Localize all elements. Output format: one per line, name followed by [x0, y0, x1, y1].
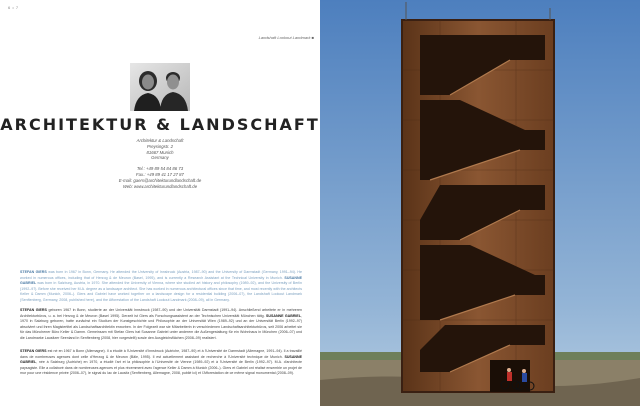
bio-name: SUSANNE GABRIEL — [20, 354, 303, 365]
contact-phone: Tel.: +49 89 54 84 86 73 — [136, 166, 184, 172]
address-line: Preysingstr. 2 — [146, 143, 174, 149]
bio-french — [20, 349, 302, 377]
bio-text: , 1970 in Salzburg geboren, hatte zunächst ein Studium der Kunstgeschichte und Philosophie an der Universität Wien (1989–92) und an der Universität Berlin (1992–97) absolviert und ihren Magistertitel als Landschaftsarchitektin erworben. In der Folgezeit war sie Mitarbeiterin in verschiedenen Landschaftsarchitekturbüros, seit 2006 arbeitet sie für das Münchener Büro Keller & Damm. Gemeinsam mit Stefan Giers hat Susanne Gabriel unter anderem die Außengestaltung für ein Wohnhaus in München (2006–07) und die Landmarke Lausitzer Seenland in Senftenberg (2008, hier vorgestellt) sowie den Ausgleichsflächen (2008–09) realisiert. — [20, 313, 303, 340]
bio-name: SUSANNE GABRIEL — [265, 313, 302, 318]
address-line: Germany — [151, 155, 169, 161]
contact-email: E-mail: gaers@architekturundlandschaft.de — [118, 177, 202, 183]
contact-fax: Fax.: +49 89 41 17 27 87 — [136, 171, 184, 177]
bio-name: SUSANNE GABRIEL — [20, 275, 302, 286]
address-line: 81667 Munich — [146, 149, 174, 155]
architects-portrait — [130, 63, 190, 111]
bio-german — [20, 308, 302, 342]
bio-name: STEFAN GIERS — [20, 308, 47, 312]
address-line: Architektur & Landschaft — [136, 138, 184, 143]
contact-web: Web: www.architekturundlandschaft.de — [122, 183, 198, 189]
bio-name: STEFAN GIERS — [20, 270, 47, 274]
bio-english — [20, 270, 302, 304]
project-header-tag: Landshaft Lookout Landmark ■ — [258, 35, 314, 40]
bio-name: STEFAN GIERS — [20, 349, 47, 353]
bio-text: geboren 1967 in Bonn, studierte an der Universität Innsbruck (1987–90) und der Universität Darmstadt (1991–94). Anschließend arbeitete er in mehreren Architekturbüros, u. a. bei Herzog & de Meuron (Basel 1995). Derzeit ist Giers als Forschungsassistent an der Technischen Universität München tätig. — [20, 308, 302, 318]
studio-title: ARCHITEKTUR & LANDSCHAFT — [0, 115, 320, 134]
page-number: 6 • 7 — [8, 5, 19, 10]
tower — [402, 20, 554, 392]
bio-text: was born in Salzburg, Austria, in 1970. She attended the University of Vienna, where she studied art history and philosophy (1989–92), and the University of Berlin (1992–97). Before she received her M.A. degree as a landscape architect. She has worked in numerous architectural offices since that time, and most recently with the architects Keller & Damm (Munich, 2006–). Giers and Gabriel have worked together on a landscape design for a residential building (2006–07), the Landshaft Lookout Landmark (Senftenberg, Germany, 2008, published here), and the Afforestation of the Landshaft Lookout Landmark (2008–09), all in Germany. — [20, 281, 302, 302]
bio-text: est né en 1967 à Bonn (Allemagne). Il a étudié à l'Université d'Innsbruck (Autriche, 1987–90) et à l'Université de Darmstadt (Allemagne, 1991–94). Il a travaillé dans de nombreuses agences dont celle d'Herzog & de Meuron (Bâle, 1995). Il est actuellement assistant de recherche à l'Université technique de Munich. — [20, 349, 302, 359]
bio-text: , née à Salzburg (Autriche) en 1970, a étudié l'art et la philosophie à l'Université de Vienne (1989–92) et à l'Université de Berlin (1992–97). M.A. d'architecte paysagiste. Elle a collaboré dans de nombreuses agences et plus récemment avec l'agence Keller & Damm à Munich (2006–). Giers et Gabriel ont réalisé ensemble un projet de mur pour une résidence privée (2006–07), le signal du lac de Lausitz (Senftenberg, Allemagne, 2008, publié ici) et l'Afforestation de ce même signal monumental (2008–09). — [20, 360, 302, 376]
tower-photograph — [320, 0, 640, 406]
studio-address — [0, 138, 320, 189]
bio-text: was born in 1967 in Bonn, Germany. He attended the University of Innsbruck (Austria, 1987–90) and the University of Darmstadt (Germany, 1991–94). He worked in numerous offices, including that of Herzog & de Meuron (Basel, 1995), and is currently a Research Assistant at the Technical University in Munich. — [20, 270, 302, 280]
